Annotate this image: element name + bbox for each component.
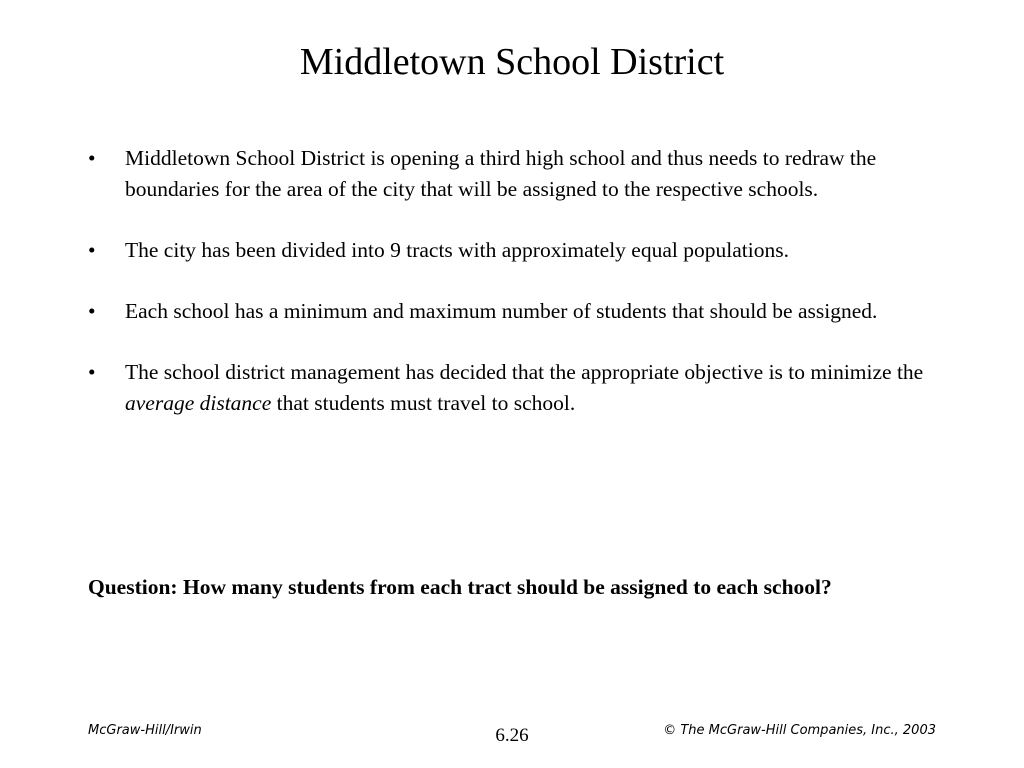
slide-title: Middletown School District [299,41,725,83]
bullet-item [88,296,948,327]
footer-publisher: McGraw-Hill/Irwin [88,723,202,738]
bullet-text: The city has been divided into 9 tracts with approximately equal populations. [125,238,789,262]
bullet-dot: • [88,299,96,323]
page-number: 6.26 [495,725,529,746]
bullet-text-emphasis: average distance [125,391,272,415]
bullet-list [88,143,948,449]
bullet-text: Each school has a minimum and maximum number of students that should be assigned. [125,299,878,323]
question-text: Question: How many students from each tract should be assigned to each school? [88,575,832,599]
bullet-dot: • [88,146,96,170]
bullet-item [88,235,948,266]
bullet-dot: • [88,360,96,384]
bullet-item [88,143,948,205]
bullet-text-before: The school district management has decided that the appropriate objective is to minimize the [125,360,924,384]
bullet-text-after: that students must travel to school. [271,391,576,415]
bullet-item [88,357,948,419]
footer-copyright: © The McGraw-Hill Companies, Inc., 2003 [663,723,936,738]
bullet-text: Middletown School District is opening a third high school and thus needs to redraw the boundaries for the area of the city that will be assigned to the respective schools. [125,146,877,201]
bullet-dot: • [88,238,96,262]
bullet-text [125,360,923,415]
